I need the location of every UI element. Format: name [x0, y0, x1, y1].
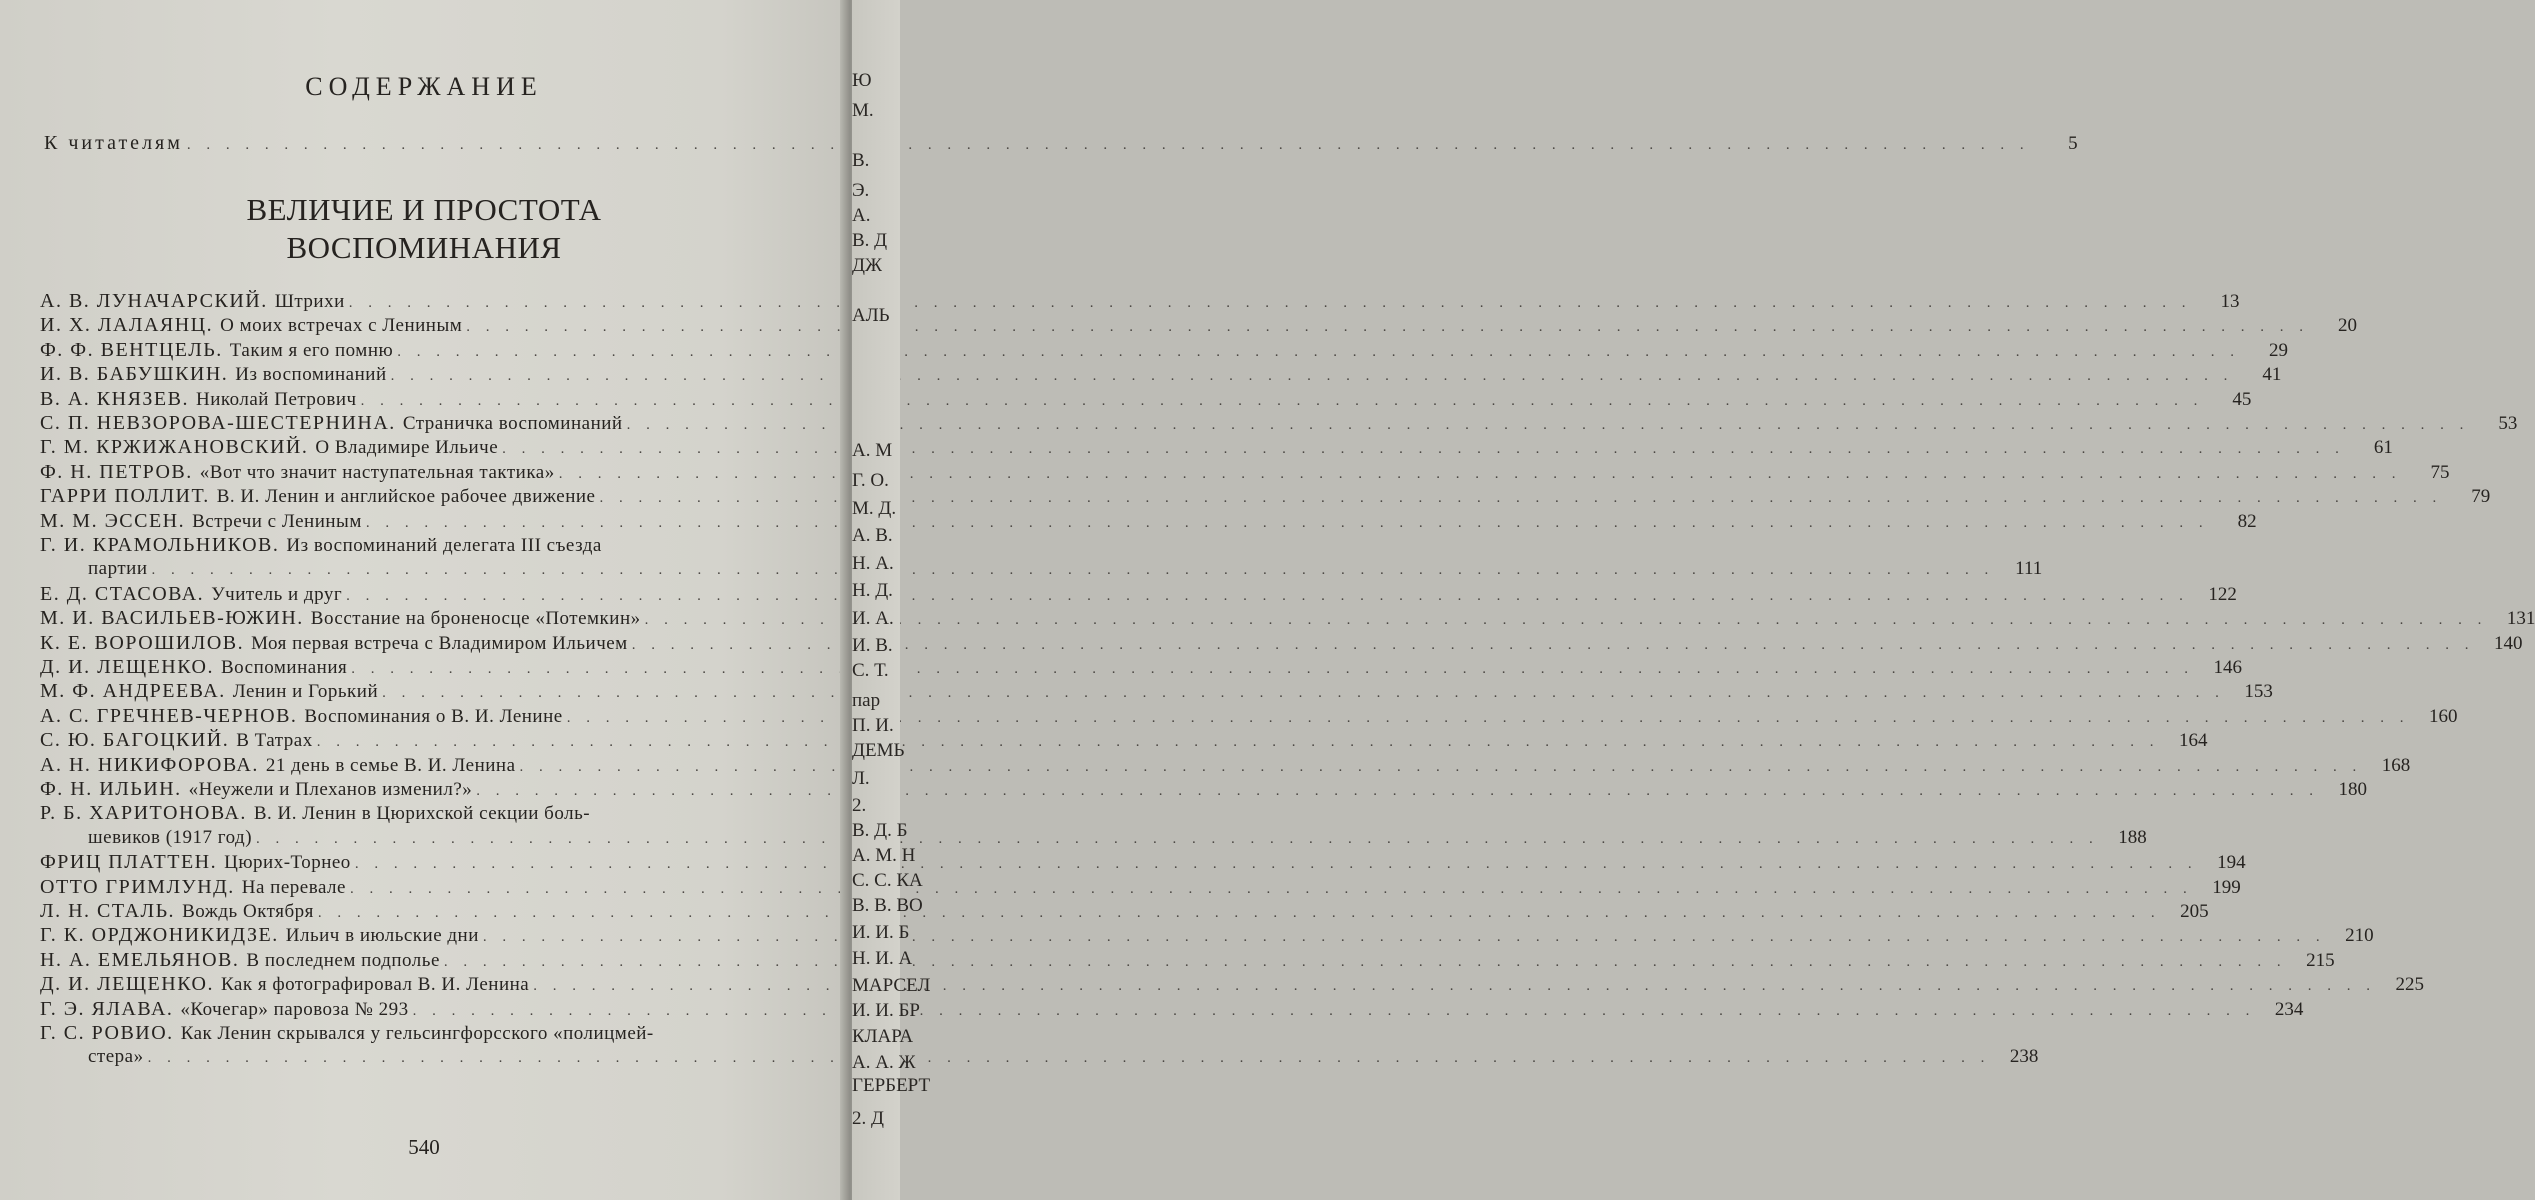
leader-dots — [346, 588, 2189, 605]
toc-title: В. И. Ленин и английское рабочее движение — [216, 486, 596, 507]
toc-title: Воспоминания о В. И. Ленине — [304, 706, 563, 727]
leader-dots — [391, 368, 2234, 385]
leader-dots — [349, 295, 2192, 312]
toc-page-number: 234 — [2274, 999, 2304, 1020]
toc-author: М. Ф. АНДРЕЕВА. — [40, 680, 226, 702]
toc-author: В. А. КНЯЗЕВ. — [40, 388, 189, 410]
toc-title: партии — [88, 558, 148, 579]
toc-title: О моих встречах с Лениным — [220, 315, 463, 336]
toc-page-number: 13 — [2220, 291, 2240, 312]
toc-title: О Владимире Ильиче — [315, 437, 499, 458]
facing-page-fragment: В. — [852, 150, 870, 171]
toc-title: 21 день в семье В. И. Ленина — [265, 755, 516, 776]
toc-author: И. В. БАБУШКИН. — [40, 363, 229, 385]
toc-page-number: 82 — [2237, 511, 2257, 532]
facing-page-fragment: В. В. ВО — [852, 895, 923, 916]
facing-page-fragment: ДЖ — [852, 255, 882, 276]
toc-page-number: 205 — [2180, 901, 2209, 922]
toc-page-number: 215 — [2306, 950, 2335, 971]
toc-author: ФРИЦ ПЛАТТЕН. — [40, 851, 218, 873]
toc-title: «Неужели и Плеханов изменил?» — [188, 779, 473, 800]
facing-page-fragment: 2. Д — [852, 1108, 884, 1129]
leader-dots — [366, 515, 2209, 532]
toc-author: Г. К. ОРДЖОНИКИДЗЕ. — [40, 924, 279, 946]
toc-page-number: 53 — [2498, 413, 2518, 434]
toc-author: Г. Э. ЯЛАВА. — [40, 998, 174, 1020]
toc-page-number: 61 — [2373, 437, 2393, 458]
toc-author: Н. А. ЕМЕЛЬЯНОВ. — [40, 949, 240, 971]
toc-entry — [40, 754, 2411, 780]
toc-author: М. М. ЭССЕН. — [40, 510, 186, 532]
toc-author: Ф. Ф. ВЕНТЦЕЛЬ. — [40, 339, 223, 361]
toc-page-number: 153 — [2244, 681, 2273, 702]
toc-page-number: 160 — [2428, 706, 2458, 727]
toc-title: «Вот что значит наступательная тактика» — [199, 462, 555, 483]
toc-title: Как я фотографировал В. И. Ленина — [221, 974, 530, 995]
leader-dots — [350, 881, 2193, 898]
leader-dots — [318, 905, 2161, 922]
facing-page-fragment: И. И. БР — [852, 1000, 920, 1021]
toc-title: Николай Петрович — [195, 389, 357, 410]
facing-page-fragment: А. А. Ж — [852, 1052, 916, 1073]
toc-author: Ф. Н. ПЕТРОВ. — [40, 461, 193, 483]
toc-entry — [40, 363, 2282, 389]
facing-page-fragment: Ю — [852, 70, 872, 91]
facing-page-fragment: И. В. — [852, 635, 893, 656]
toc-title: Из воспоминаний делегата III съезда — [286, 535, 602, 556]
toc-entry — [40, 339, 2288, 365]
toc-entry — [40, 412, 2518, 438]
facing-page-fragment: ГЕРБЕРТ — [852, 1075, 931, 1096]
facing-page-fragment: И. А. — [852, 608, 894, 629]
leader-dots — [152, 562, 1995, 579]
toc-author: ОТТО ГРИМЛУНД. — [40, 876, 235, 898]
leader-dots — [627, 417, 2470, 434]
toc-author: С. П. НЕВЗОРОВА-ШЕСТЕРНИНА. — [40, 412, 396, 434]
facing-page-fragment: МАРСЕЛ — [852, 975, 931, 996]
facing-page-fragment: КЛАРА — [852, 1026, 914, 1047]
toc-author: Ф. Н. ИЛЬИН. — [40, 778, 182, 800]
section-title-line1: ВЕЛИЧИЕ И ПРОСТОТА — [246, 192, 602, 227]
facing-page-fragment: Н. А. — [852, 553, 894, 574]
toc-author: А. В. ЛУНАЧАРСКИЙ. — [40, 290, 268, 312]
facing-page-fragment: В. Д — [852, 230, 888, 251]
section-title-line2: ВОСПОМИНАНИЯ — [286, 230, 562, 265]
toc-page-number: 45 — [2232, 389, 2252, 410]
facing-page-fragment: М. — [852, 100, 874, 121]
toc-title: Таким я его помню — [229, 340, 394, 361]
toc-page-number: 75 — [2430, 462, 2450, 483]
leader-dots — [355, 856, 2198, 873]
toc-title: шевиков (1917 год) — [88, 827, 253, 848]
facing-page-fragment: М. Д. — [852, 498, 897, 519]
toc-author: Г. М. КРЖИЖАНОВСКИЙ. — [40, 436, 309, 458]
toc-author: Л. Н. СТАЛЬ. — [40, 900, 176, 922]
facing-page-fragment: 2. — [852, 795, 867, 816]
toc-title: Встречи с Лениным — [192, 511, 362, 532]
toc-page-number: 238 — [2009, 1046, 2039, 1067]
intro-label: К читателям — [44, 132, 183, 154]
toc-title: Штрихи — [274, 291, 345, 312]
leader-dots — [397, 344, 2240, 361]
toc-page-number: 122 — [2208, 584, 2237, 605]
toc-title: Ильич в июльские дни — [285, 925, 479, 946]
leader-dots — [476, 783, 2319, 800]
toc-title: Воспоминания — [221, 657, 348, 678]
toc-author: А. С. ГРЕЧНЕВ-ЧЕРНОВ. — [40, 705, 298, 727]
facing-page-fragment: А. В. — [852, 525, 893, 546]
facing-page-fragment: Э. — [852, 180, 870, 201]
toc-title: В Татрах — [236, 730, 313, 751]
toc-title: Вождь Октября — [182, 901, 314, 922]
toc-author: С. Ю. БАГОЦКИЙ. — [40, 729, 230, 751]
facing-page-fragment: А. М. Н — [852, 845, 916, 866]
toc-title: Из воспоминаний — [235, 364, 387, 385]
leader-dots — [148, 1050, 1991, 1067]
facing-page-fragment: пар — [852, 690, 881, 711]
leader-dots — [256, 831, 2099, 848]
facing-page — [852, 0, 931, 1200]
toc-page-number: 20 — [2338, 315, 2357, 336]
leader-dots — [187, 137, 2030, 154]
toc-author: Р. Б. ХАРИТОНОВА. — [40, 802, 247, 824]
toc-title: На перевале — [241, 877, 346, 898]
toc-page-number: 168 — [2381, 755, 2411, 776]
toc-title: Цюрих-Торнео — [224, 852, 351, 873]
toc-title: «Кочегар» паровоза № 293 — [180, 999, 409, 1020]
toc-title: В. И. Ленин в Цюрихской секции боль- — [253, 803, 591, 824]
toc-title: Восстание на броненосце «Потемкин» — [310, 608, 641, 629]
toc-entry — [40, 388, 2252, 414]
leader-dots — [351, 661, 2194, 678]
facing-page-fragment: Н. И. А — [852, 948, 913, 969]
leader-dots — [483, 929, 2326, 946]
toc-page-number: 131 — [2506, 608, 2535, 629]
facing-page-fragment: С. Т. — [852, 660, 889, 681]
toc-author: Д. И. ЛЕЩЕНКО. — [40, 973, 214, 995]
facing-page-fragment: Г. О. — [852, 470, 889, 491]
toc-page-number: 79 — [2471, 486, 2491, 507]
toc-author: К. Е. ВОРОШИЛОВ. — [40, 632, 245, 654]
facing-page-fragment: П. И. — [852, 715, 894, 736]
facing-page-fragment: А. М — [852, 440, 893, 461]
toc-title: Учитель и друг — [211, 584, 343, 605]
toc-author: И. Х. ЛАЛАЯНЦ. — [40, 314, 214, 336]
leader-dots — [361, 393, 2204, 410]
leader-dots — [466, 319, 2309, 336]
facing-page-fragment: В. Д. Б — [852, 820, 908, 841]
toc-title: Как Ленин скрывался у гельсингфорсского «полицмей- — [180, 1023, 654, 1044]
toc-page-number: 188 — [2118, 827, 2147, 848]
toc-page-number: 194 — [2217, 852, 2246, 873]
toc-author: М. И. ВАСИЛЬЕВ-ЮЖИН. — [40, 607, 304, 629]
leader-dots — [632, 637, 2475, 654]
facing-page-fragment: АЛЬ — [852, 305, 890, 326]
leader-dots — [444, 954, 2287, 971]
toc-page-number: 146 — [2213, 657, 2243, 678]
toc-title: Страничка воспоминаний — [402, 413, 623, 434]
facing-page-fragment: А. — [852, 205, 871, 226]
toc-page-number: 111 — [2015, 558, 2043, 579]
leader-dots — [645, 612, 2488, 629]
toc-page-number: 29 — [2268, 340, 2288, 361]
page-number: 540 — [408, 1135, 440, 1159]
toc-page-number: 210 — [2345, 925, 2374, 946]
toc-page-number: 140 — [2493, 633, 2523, 654]
toc-author: Д. И. ЛЕЩЕНКО. — [40, 656, 214, 678]
facing-page-fragment: Л. — [852, 768, 870, 789]
intro-entry — [44, 132, 2078, 155]
toc-page-number: 164 — [2178, 730, 2208, 751]
toc-title: Моя первая встреча с Владимиром Ильичем — [251, 633, 628, 654]
toc-page-number: 199 — [2212, 877, 2241, 898]
contents-heading: СОДЕРЖАНИЕ — [305, 72, 543, 101]
leader-dots — [559, 466, 2402, 483]
toc-entry — [40, 802, 800, 828]
facing-page-fragment: И. И. Б — [852, 922, 910, 943]
toc-title: стера» — [88, 1046, 144, 1067]
toc-author: ГАРРИ ПОЛЛИТ. — [40, 485, 210, 507]
leader-dots — [520, 759, 2363, 776]
facing-page-fragment: Н. Д. — [852, 580, 893, 601]
leader-dots — [382, 685, 2225, 702]
toc-entry — [40, 534, 800, 560]
facing-page-fragment: ДЕМЬ — [852, 740, 905, 761]
toc-entry — [40, 778, 2368, 804]
facing-page-fragment: С. С. КА — [852, 870, 923, 891]
leader-dots — [502, 441, 2345, 458]
toc-page-number: 225 — [2395, 974, 2424, 995]
toc-entry — [40, 1022, 800, 1048]
leader-dots — [533, 978, 2376, 995]
toc-author: Е. Д. СТАСОВА. — [40, 583, 205, 605]
toc-author: Г. С. РОВИО. — [40, 1022, 174, 1044]
toc-author: Г. И. КРАМОЛЬНИКОВ. — [40, 534, 280, 556]
toc-page-number: 41 — [2262, 364, 2282, 385]
leader-dots — [413, 1003, 2256, 1020]
toc-page-number: 180 — [2338, 779, 2368, 800]
leader-dots — [317, 734, 2160, 751]
intro-page: 5 — [2068, 133, 2078, 154]
toc-title: В последнем подполье — [246, 950, 440, 971]
toc-author: А. Н. НИКИФОРОВА. — [40, 754, 259, 776]
toc-title: Ленин и Горький — [232, 681, 379, 702]
